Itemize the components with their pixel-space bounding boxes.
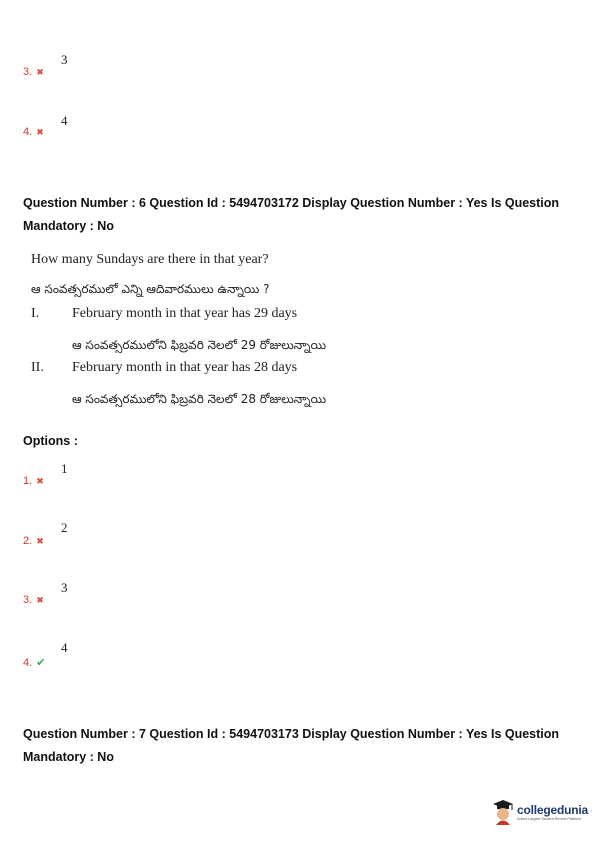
options-label: Options : [23,434,78,448]
logo-tagline: India's Largest Student Review Platform [517,817,581,821]
option-row [23,469,44,488]
question-header-line: Question Number : 6 Question Id : 5494703172 Display Question Number : Yes Is Question [23,196,560,210]
option-number: 1. [23,475,33,487]
logo-text [517,803,588,821]
wrong-mark-icon: ✖ [36,477,44,487]
logo-name: collegedunia [517,803,588,817]
option-number: 2. [23,535,33,547]
correct-check-icon: ✔ [36,656,46,669]
question-header-line: Mandatory : No [23,750,114,764]
statement-telugu: ఆ సంవత్సరములోని ఫిబ్రవరి నెలలో 28 రోజులున్నాయి [72,392,327,406]
option-row [23,60,44,79]
collegedunia-logo [492,799,588,825]
question-header-line: Question Number : 7 Question Id : 5494703173 Display Question Number : Yes Is Question [23,727,560,741]
option-row [23,529,44,548]
question-text-english: How many Sundays are there in that year? [31,252,269,267]
option-value: 4 [61,640,68,655]
option-number: 4. [23,657,33,669]
statement-english: February month in that year has 29 days [72,306,298,321]
option-value: 4 [61,113,68,128]
option-value: 2 [61,520,68,535]
statement-roman: I. [31,306,40,321]
option-row [23,651,45,670]
question-text-telugu: ఆ సంవత్సరములో ఎన్ని ఆదివారములు ఉన్నాయి ? [31,282,270,296]
graduate-cap-icon [492,799,514,825]
option-value: 3 [61,52,68,67]
option-number: 4. [23,126,33,138]
statement-english: February month in that year has 28 days [72,360,298,375]
option-number: 3. [23,594,33,606]
statement-telugu: ఆ సంవత్సరములోని ఫిబ్రవరి నెలలో 29 రోజులున్నాయి [72,338,327,352]
option-number: 3. [23,66,33,78]
wrong-mark-icon: ✖ [36,68,44,78]
option-row [23,588,44,607]
option-value: 3 [61,580,68,595]
wrong-mark-icon: ✖ [36,128,44,138]
statement-roman: II. [31,360,44,375]
question-6-header [23,192,583,238]
option-row [23,120,44,139]
question-header-line: Mandatory : No [23,219,114,233]
wrong-mark-icon: ✖ [36,537,44,547]
wrong-mark-icon: ✖ [36,596,44,606]
option-value: 1 [61,461,68,476]
question-7-header [23,723,583,769]
